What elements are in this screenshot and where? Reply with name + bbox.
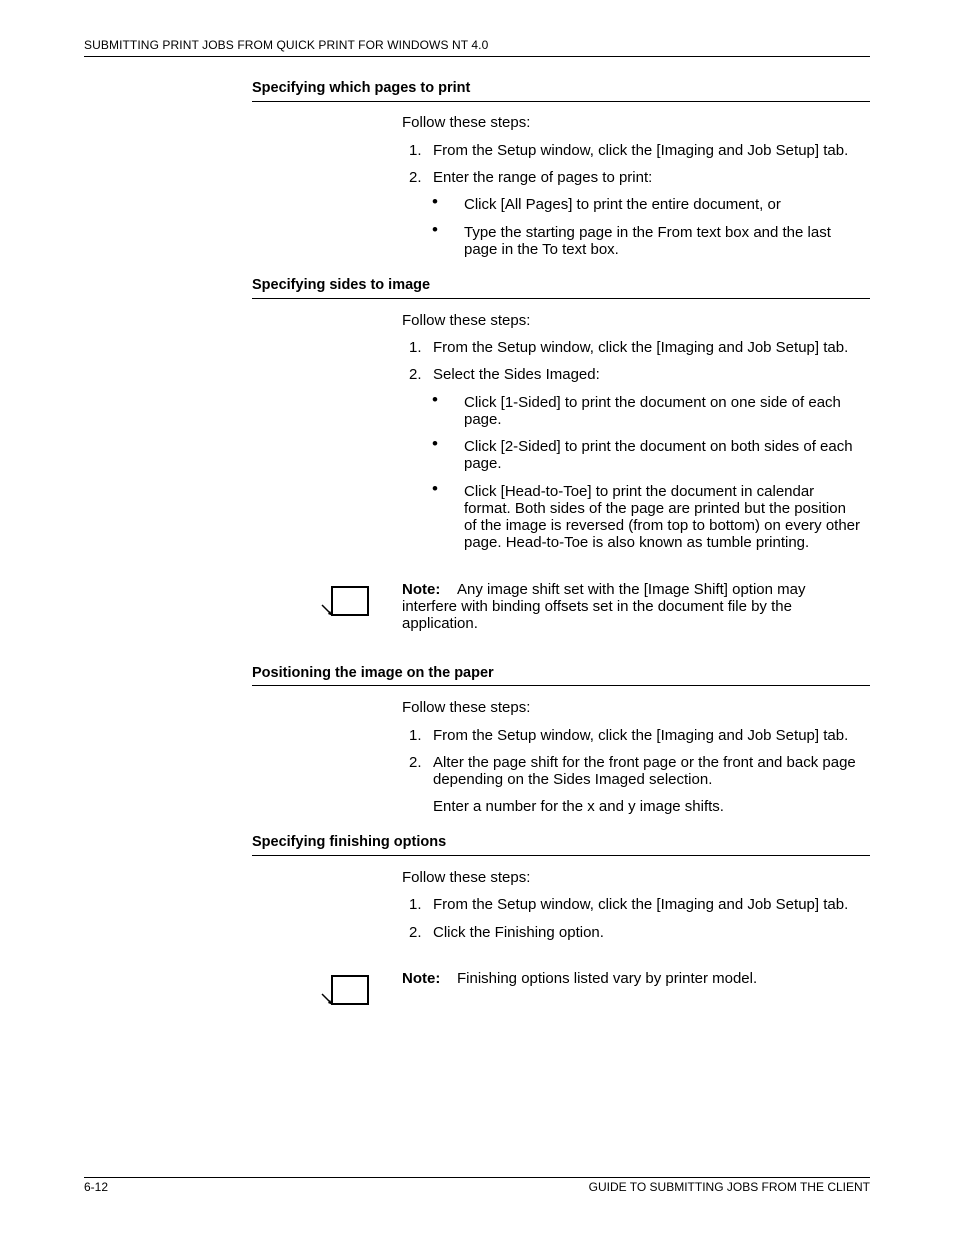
bullet-text: of the image is reversed (from top to bottom) on every other bbox=[464, 517, 861, 534]
step-text: From the Setup window, click the [Imaging and Job Setup] tab. bbox=[433, 142, 849, 159]
note-icon bbox=[321, 585, 369, 619]
step-text: Click the Finishing option. bbox=[433, 924, 604, 941]
intro-text: Follow these steps: bbox=[402, 114, 531, 131]
bullet-text: Type the starting page in the From text box and the last bbox=[464, 224, 831, 241]
running-header: SUBMITTING PRINT JOBS FROM QUICK PRINT FOR WINDOWS NT 4.0 bbox=[84, 38, 489, 52]
step-number: 2. bbox=[409, 169, 422, 186]
bullet-icon: • bbox=[432, 220, 438, 239]
intro-text: Follow these steps: bbox=[402, 869, 531, 886]
bullet-text: Click [1-Sided] to print the document on one side of each bbox=[464, 394, 841, 411]
bullet-text: Click [2-Sided] to print the document on both sides of each bbox=[464, 438, 853, 455]
note-icon bbox=[321, 974, 369, 1008]
intro-text: Follow these steps: bbox=[402, 699, 531, 716]
note-text: interfere with binding offsets set in the document file by the bbox=[402, 598, 792, 615]
bullet-text: Click [Head-to-Toe] to print the document in calendar bbox=[464, 483, 815, 500]
note-text: application. bbox=[402, 615, 478, 632]
step-text: From the Setup window, click the [Imaging and Job Setup] tab. bbox=[433, 727, 849, 744]
step-number: 1. bbox=[409, 339, 422, 356]
step-text: From the Setup window, click the [Imaging and Job Setup] tab. bbox=[433, 896, 849, 913]
step-text: Enter the range of pages to print: bbox=[433, 169, 653, 186]
step-text: Select the Sides Imaged: bbox=[433, 366, 600, 383]
step-number: 2. bbox=[409, 924, 422, 941]
bullet-text: page. bbox=[464, 455, 502, 472]
bullet-text: format. Both sides of the page are printed but the position bbox=[464, 500, 846, 517]
bullet-text: Click [All Pages] to print the entire document, or bbox=[464, 196, 781, 213]
note-label: Note: bbox=[402, 581, 441, 598]
step-number: 2. bbox=[409, 754, 422, 771]
step-number: 1. bbox=[409, 727, 422, 744]
header-rule bbox=[84, 56, 870, 57]
page-number: 6-12 bbox=[84, 1180, 109, 1194]
step-number: 1. bbox=[409, 896, 422, 913]
section-title-positioning: Positioning the image on the paper bbox=[252, 665, 494, 681]
footer-rule bbox=[84, 1177, 870, 1178]
bullet-icon: • bbox=[432, 434, 438, 453]
bullet-icon: • bbox=[432, 192, 438, 211]
note-text: Any image shift set with the [Image Shift] option may bbox=[457, 581, 806, 598]
bullet-text: page. Head-to-Toe is also known as tumble printing. bbox=[464, 534, 810, 551]
intro-text: Follow these steps: bbox=[402, 312, 531, 329]
section-rule bbox=[252, 685, 870, 686]
extra-text: Enter a number for the x and y image shifts. bbox=[433, 798, 724, 815]
bullet-text: page in the To text box. bbox=[464, 241, 619, 258]
step-number: 1. bbox=[409, 142, 422, 159]
section-rule bbox=[252, 101, 870, 102]
section-title-sides: Specifying sides to image bbox=[252, 277, 431, 293]
note-label: Note: bbox=[402, 970, 441, 987]
bullet-icon: • bbox=[432, 390, 438, 409]
footer-guide-title: GUIDE TO SUBMITTING JOBS FROM THE CLIENT bbox=[588, 1180, 870, 1194]
bullet-icon: • bbox=[432, 479, 438, 498]
section-title-finishing: Specifying finishing options bbox=[252, 834, 447, 850]
section-rule bbox=[252, 298, 870, 299]
step-text: depending on the Sides Imaged selection. bbox=[433, 771, 713, 788]
section-rule bbox=[252, 855, 870, 856]
bullet-text: page. bbox=[464, 411, 502, 428]
step-text: From the Setup window, click the [Imaging and Job Setup] tab. bbox=[433, 339, 849, 356]
step-text: Alter the page shift for the front page or the front and back page bbox=[433, 754, 856, 771]
note-text: Finishing options listed vary by printer model. bbox=[457, 970, 758, 987]
step-number: 2. bbox=[409, 366, 422, 383]
section-title-pages: Specifying which pages to print bbox=[252, 80, 471, 96]
